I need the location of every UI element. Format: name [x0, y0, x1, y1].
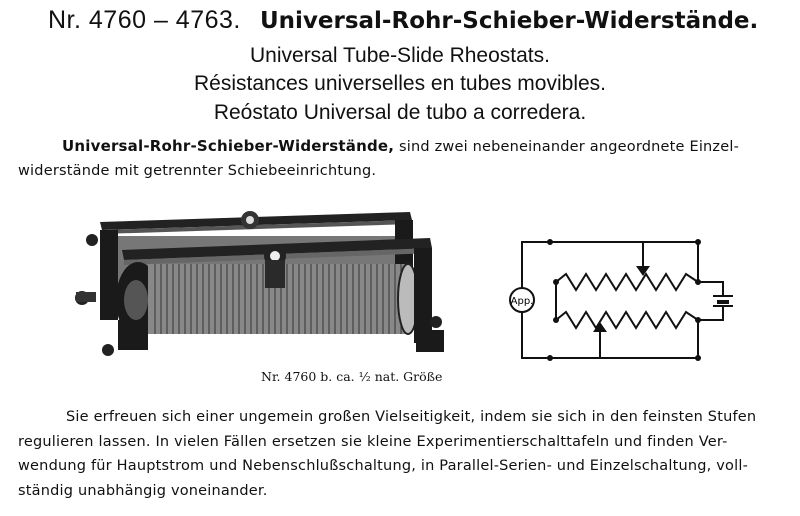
intro-bold-term: Universal-Rohr-Schieber-Widerstände, [62, 137, 395, 155]
intro-line-1 [18, 134, 788, 159]
ammeter-symbol [510, 288, 534, 312]
rheostat-illustration [60, 200, 450, 368]
page-title: Universal-Rohr-Schieber-Widerstände. [259, 8, 759, 34]
diagram-wires [522, 242, 723, 358]
intro-paragraph [18, 134, 788, 183]
body-line-4: ständig unabhängig voneinander. [18, 482, 268, 499]
body-line-1: Sie erfreuen sich einer ungemein großen Vielseitigkeit, indem sie sich in den feinsten Stufen [66, 409, 757, 425]
figure-caption: Nr. 4760 b. ca. ½ nat. Größe [261, 369, 443, 384]
intro-line-1-rest: sind zwei nebeneinander angeordnete Einzel- [394, 139, 740, 155]
diagram-sliders [593, 242, 650, 358]
subtitle-english: Universal Tube-Slide Rheostats. [250, 44, 550, 67]
catalog-number: Nr. 4760 – 4763. [48, 6, 241, 34]
body-paragraph [18, 405, 794, 503]
subtitle-french: Résistances universelles en tubes movibles. [193, 72, 607, 95]
subtitle-spanish: Reóstato Universal de tubo a corredera. [213, 101, 587, 124]
intro-line-2: widerstände mit getrennter Schiebeeinrichtung. [18, 163, 377, 179]
ammeter-label: App. [510, 296, 534, 307]
page-heading [48, 6, 758, 35]
battery-symbol [713, 296, 733, 306]
terminals [547, 239, 701, 361]
wiring-diagram [508, 232, 748, 372]
body-line-3: wendung für Hauptstrom und Nebenschlußschaltung, in Parallel-Serien- und Einzelschaltung, voll- [18, 458, 749, 474]
body-line-2: regulieren lassen. In vielen Fällen ersetzen sie kleine Experimentierschalttafeln und finden Ver- [18, 433, 728, 450]
